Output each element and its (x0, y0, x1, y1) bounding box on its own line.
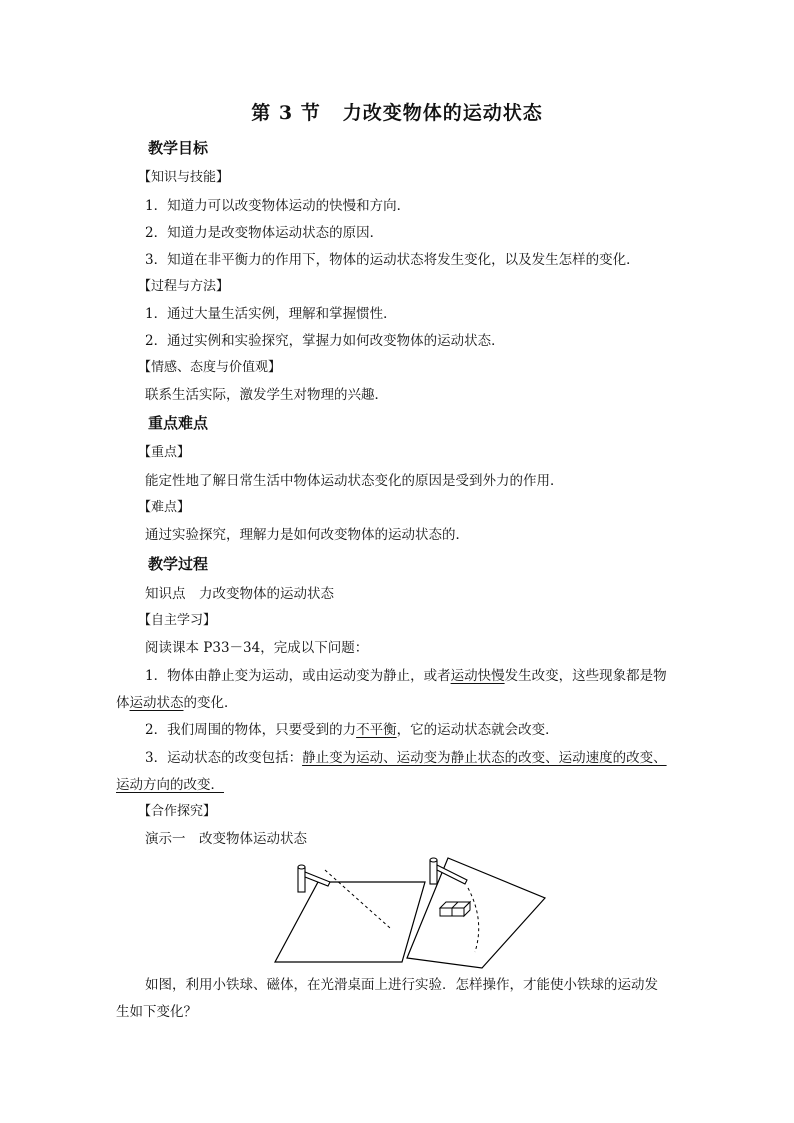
question-3-line-1: 3．运动状态的改变包括：静止变为运动、运动变为静止状态的改变、运动速度的改变、 (145, 750, 667, 766)
focus-text: 能定性地了解日常生活中物体运动状态变化的原因是受到外力的作用． (145, 473, 564, 489)
answer-change-types-1: 静止变为运动、运动变为静止状态的改变、运动速度的改变、 (302, 750, 667, 766)
knowledge-point: 知识点 力改变物体的运动状态 (145, 586, 334, 602)
knowledge-skills-label: 【知识与技能】 (138, 170, 230, 185)
right-magnet-post (430, 860, 437, 884)
knowledge-item-3: 3．知道在非平衡力的作用下，物体的运动状态将发生变化，以及发生怎样的变化． (145, 252, 640, 268)
process-item-2: 2．通过实例和实验探究，掌握力如何改变物体的运动状态． (145, 333, 505, 349)
key-points-heading: 重点难点 (148, 414, 209, 432)
question-1-line-1: 1．物体由静止变为运动，或由运动变为静止，或者运动快慢发生改变，这些现象都是物 (145, 668, 667, 684)
self-study-label: 【自主学习】 (138, 613, 217, 628)
difficulty-label: 【难点】 (138, 500, 191, 515)
demo-title: 演示一 改变物体运动状态 (145, 831, 307, 847)
answer-speed: 运动快慢 (450, 668, 505, 684)
knowledge-item-1: 1．知道力可以改变物体运动的快慢和方向． (145, 198, 411, 214)
question-1-line-2: 体运动状态的变化． (116, 695, 238, 711)
right-board (407, 858, 545, 968)
emotion-label: 【情感、态度与价值观】 (138, 360, 282, 375)
title-topic: 力改变物体的运动状态 (342, 102, 543, 124)
knowledge-item-2: 2．知道力是改变物体运动状态的原因． (145, 225, 384, 241)
description-line-2: 生如下变化？ (116, 1004, 197, 1020)
focus-label: 【重点】 (138, 445, 191, 460)
left-magnet-post (298, 867, 305, 892)
right-board-figure (407, 858, 545, 968)
magnet-block (440, 902, 470, 916)
left-board-figure (275, 865, 425, 962)
process-method-label: 【过程与方法】 (138, 279, 230, 294)
cooperative-inquiry-label: 【合作探究】 (138, 804, 217, 819)
question-3-line-2 (116, 776, 224, 794)
answer-unbalanced: 不平衡 (356, 722, 397, 738)
difficulty-text: 通过实验探究，理解力是如何改变物体的运动状态的． (145, 527, 469, 543)
answer-change-types-2: 运动方向的改变． (116, 777, 224, 793)
page-title (0, 98, 794, 125)
experiment-figure (270, 850, 560, 970)
answer-motion-state: 运动状态 (129, 695, 184, 711)
teaching-process-heading: 教学过程 (148, 555, 209, 573)
reading-instruction: 阅读课本 P33－34，完成以下问题： (145, 640, 369, 656)
title-section: 第 3 节 (251, 102, 321, 124)
question-2: 2．我们周围的物体，只要受到的力不平衡，它的运动状态就会改变． (145, 722, 559, 738)
emotion-text: 联系生活实际，激发学生对物理的兴趣． (145, 387, 388, 403)
teaching-goals-heading: 教学目标 (148, 139, 209, 157)
process-item-1: 1．通过大量生活实例，理解和掌握惯性． (145, 306, 397, 322)
description-line-1: 如图，利用小铁球、磁体，在光滑桌面上进行实验．怎样操作，才能使小铁球的运动发 (145, 977, 658, 993)
left-board (275, 882, 425, 962)
